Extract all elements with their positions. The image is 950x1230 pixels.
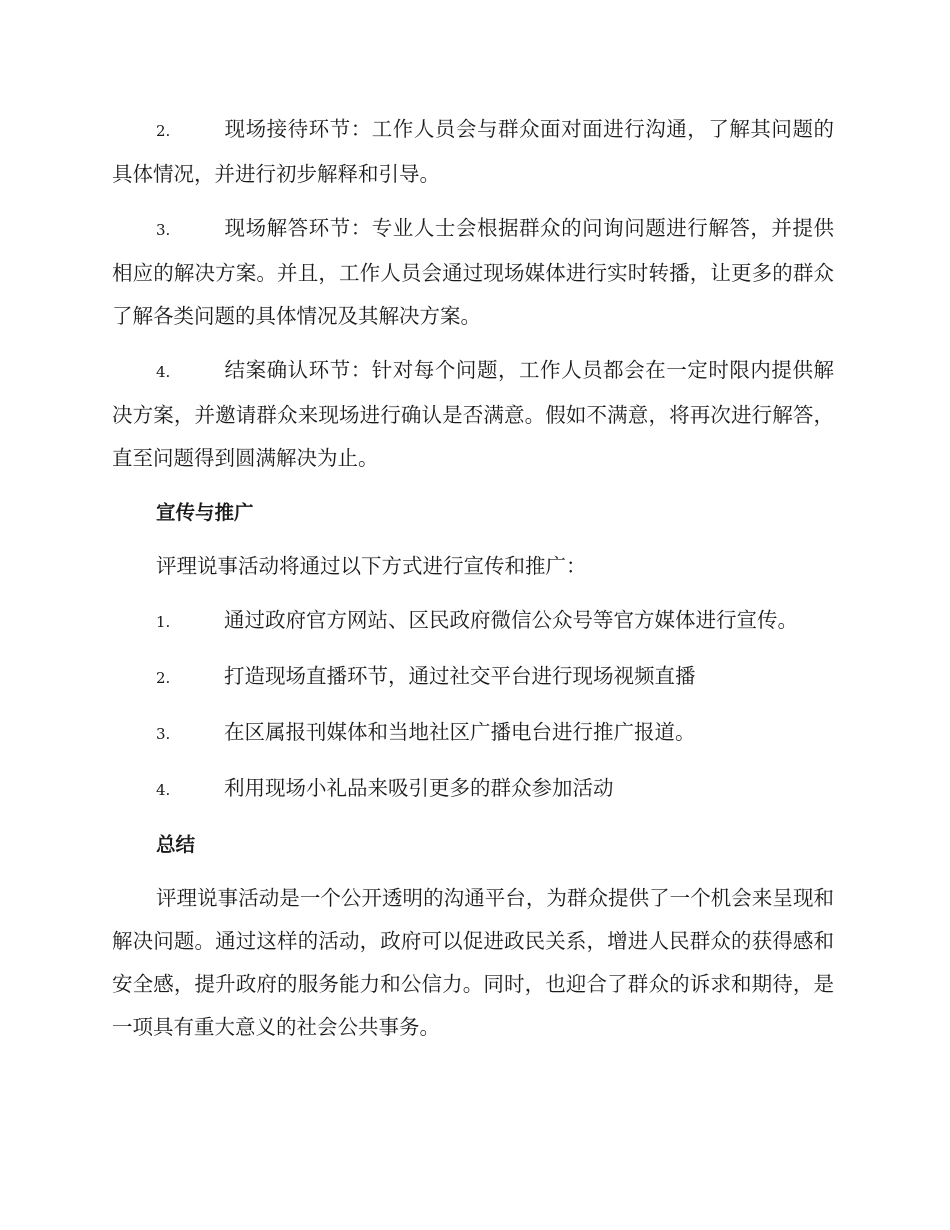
list-number: 1. xyxy=(156,613,171,631)
list-text: 现场解答环节：专业人士会根据群众的问询问题进行解答，并提供相应的解决方案。并且，工作人员会通过现场媒体进行实时转播，让更多的群众了解各类问题的具体情况及其解决方案。 xyxy=(112,216,834,328)
promotion-intro: 评理说事活动将通过以下方式进行宣传和推广： xyxy=(156,554,587,578)
list-number: 4. xyxy=(156,363,171,381)
document-body xyxy=(112,108,834,1060)
section-heading-promotion: 宣传与推广 xyxy=(156,501,254,524)
list-text: 现场接待环节：工作人员会与群众面对面进行沟通，了解其问题的具体情况，并进行初步解释和引导。 xyxy=(112,117,834,186)
list-number: 4. xyxy=(156,781,171,799)
list-item-promotion-2 xyxy=(112,655,834,700)
list-number: 3. xyxy=(156,221,171,239)
list-item-promotion-3 xyxy=(112,711,834,756)
list-text: 在区属报刊媒体和当地社区广播电台进行推广报道。 xyxy=(224,720,696,744)
list-item-promotion-4 xyxy=(112,767,834,812)
list-number: 2. xyxy=(156,122,171,140)
list-text: 利用现场小礼品来吸引更多的群众参加活动 xyxy=(224,776,614,800)
list-text: 通过政府官方网站、区民政府微信公众号等官方媒体进行宣传。 xyxy=(224,608,798,632)
list-item-step-2 xyxy=(112,108,834,196)
section-heading-summary: 总结 xyxy=(156,833,196,856)
list-item-promotion-1 xyxy=(112,599,834,644)
list-text: 结案确认环节：针对每个问题，工作人员都会在一定时限内提供解决方案，并邀请群众来现场进行确认是否满意。假如不满意，将再次进行解答，直至问题得到圆满解决为止。 xyxy=(112,358,834,470)
list-item-step-4 xyxy=(112,349,834,480)
list-text: 打造现场直播环节，通过社交平台进行现场视频直播 xyxy=(224,664,696,688)
summary-paragraph: 评理说事活动是一个公开透明的沟通平台，为群众提供了一个机会来呈现和解决问题。通过这样的活动，政府可以促进政民关系，增进人民群众的获得感和安全感，提升政府的服务能力和公信力。同时，也迎合了群众的诉求和期待，是一项具有重大意义的社会公共事务。 xyxy=(112,886,834,1039)
list-item-step-3 xyxy=(112,207,834,338)
list-number: 3. xyxy=(156,725,171,743)
list-number: 2. xyxy=(156,669,171,687)
